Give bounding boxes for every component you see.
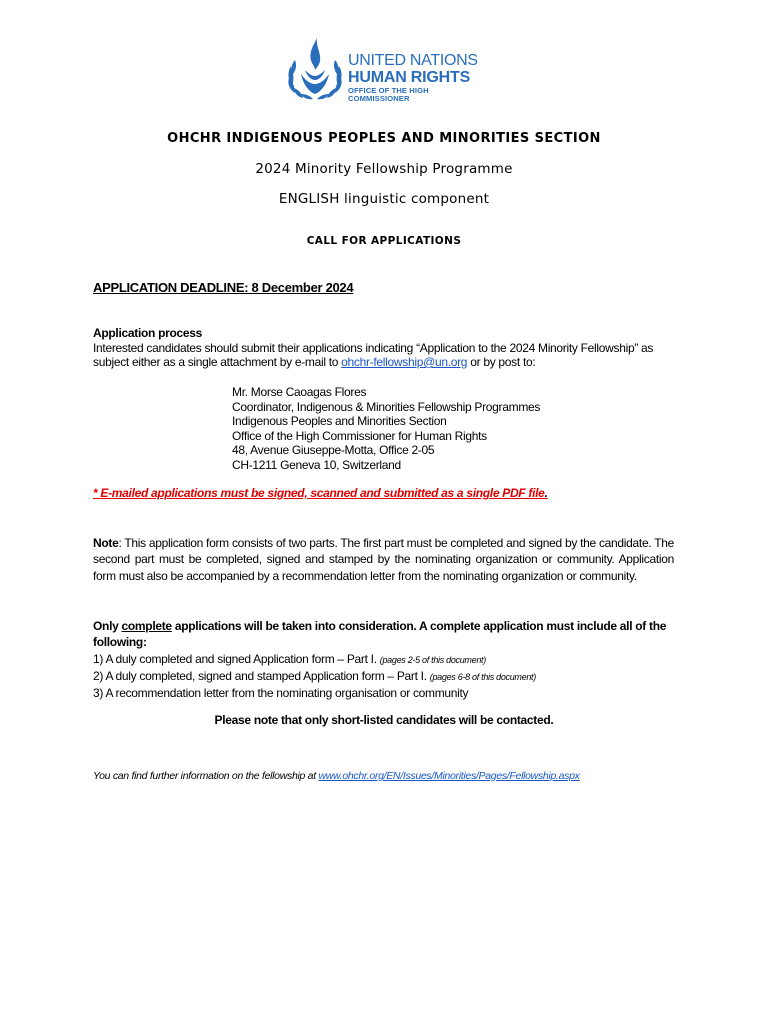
requirement-text: 1) A duly completed and signed Application form – Part I. — [93, 651, 380, 666]
address-line: Office of the High Commissioner for Human Rights — [232, 428, 487, 443]
logo-line-human-rights: HUMAN RIGHTS — [348, 69, 471, 86]
further-info-note — [93, 770, 580, 782]
requirement-text: 3) A recommendation letter from the nominating organisation or community — [93, 686, 469, 701]
fellowship-website-link[interactable]: www.ohchr.org/EN/Issues/Minorities/Pages/Fellowship.aspx — [318, 770, 580, 782]
un-human-rights-logo — [285, 36, 485, 104]
requirement-pages: (pages 6-8 of this document) — [429, 671, 536, 682]
address-line: Mr. Morse Caoagas Flores — [232, 385, 367, 399]
requirement-item — [93, 685, 674, 701]
requirement-text: 2) A duly completed, signed and stamped Application form – Part I. — [93, 668, 430, 683]
logo-line-united-nations: UNITED NATIONS — [348, 52, 478, 69]
application-process-title: Application process — [93, 326, 202, 340]
un-laurel-emblem-icon — [285, 36, 345, 102]
address-line: 48, Avenue Giuseppe-Motta, Office 2-05 — [232, 443, 435, 457]
component-heading: ENGLISH linguistic component — [278, 191, 490, 207]
logo-wordmark — [348, 53, 485, 102]
warning-period: . — [544, 486, 548, 500]
note-paragraph — [93, 535, 674, 584]
note-label: Note — [93, 536, 119, 550]
programme-heading: 2024 Minority Fellowship Programme — [255, 161, 513, 177]
logo-line-office: OFFICE OF THE HIGH COMMISSIONER — [348, 86, 429, 103]
section-heading: OHCHR INDIGENOUS PEOPLES AND MINORITIES SECTION — [167, 131, 601, 146]
application-deadline: APPLICATION DEADLINE: 8 December 2024 — [93, 280, 354, 295]
requirements-rest: applications will be taken into consideration. A complete application must include all of the following: — [93, 619, 667, 650]
requirement-pages: (pages 2-5 of this document) — [379, 654, 486, 665]
warning-star: * — [93, 486, 101, 500]
note-text: : This application form consists of two parts. The first part must be completed and signed by the candidate. The second part must be completed, signed and stamped by the nominating organization or community. Application form must also be accompanied by a recommendation letter from the nominating organization or community. — [93, 536, 674, 583]
requirement-item — [93, 668, 674, 685]
requirements-complete: complete — [121, 619, 172, 633]
warning-text: E-mailed applications must be signed, scanned and submitted as a single PDF file — [100, 486, 545, 500]
requirement-item — [93, 651, 674, 668]
shortlist-note: Please note that only short-listed candidates will be contacted. — [214, 713, 554, 727]
process-text-after: or by post to: — [467, 355, 536, 369]
fellowship-email-link[interactable]: ohchr-fellowship@un.org — [341, 355, 468, 369]
process-text-before: Interested candidates should submit their applications indicating “Application to the 2024 Minority Fellowship” as subject either as a single attachment by e-mail to — [93, 340, 654, 369]
further-info-text: You can find further information on the fellowship at — [93, 770, 319, 782]
requirements-section — [93, 618, 674, 701]
emailed-applications-warning — [93, 486, 548, 500]
address-line: Indigenous Peoples and Minorities Section — [232, 414, 447, 428]
address-line: Coordinator, Indigenous & Minorities Fellowship Programmes — [232, 399, 541, 414]
requirements-only: Only — [93, 619, 122, 633]
call-for-applications-heading: CALL FOR APPLICATIONS — [306, 235, 462, 247]
requirements-intro — [93, 618, 674, 651]
application-process-text — [93, 341, 674, 370]
postal-address — [232, 385, 540, 472]
application-process-section — [93, 326, 674, 370]
address-line: CH-1211 Geneva 10, Switzerland — [232, 457, 401, 472]
